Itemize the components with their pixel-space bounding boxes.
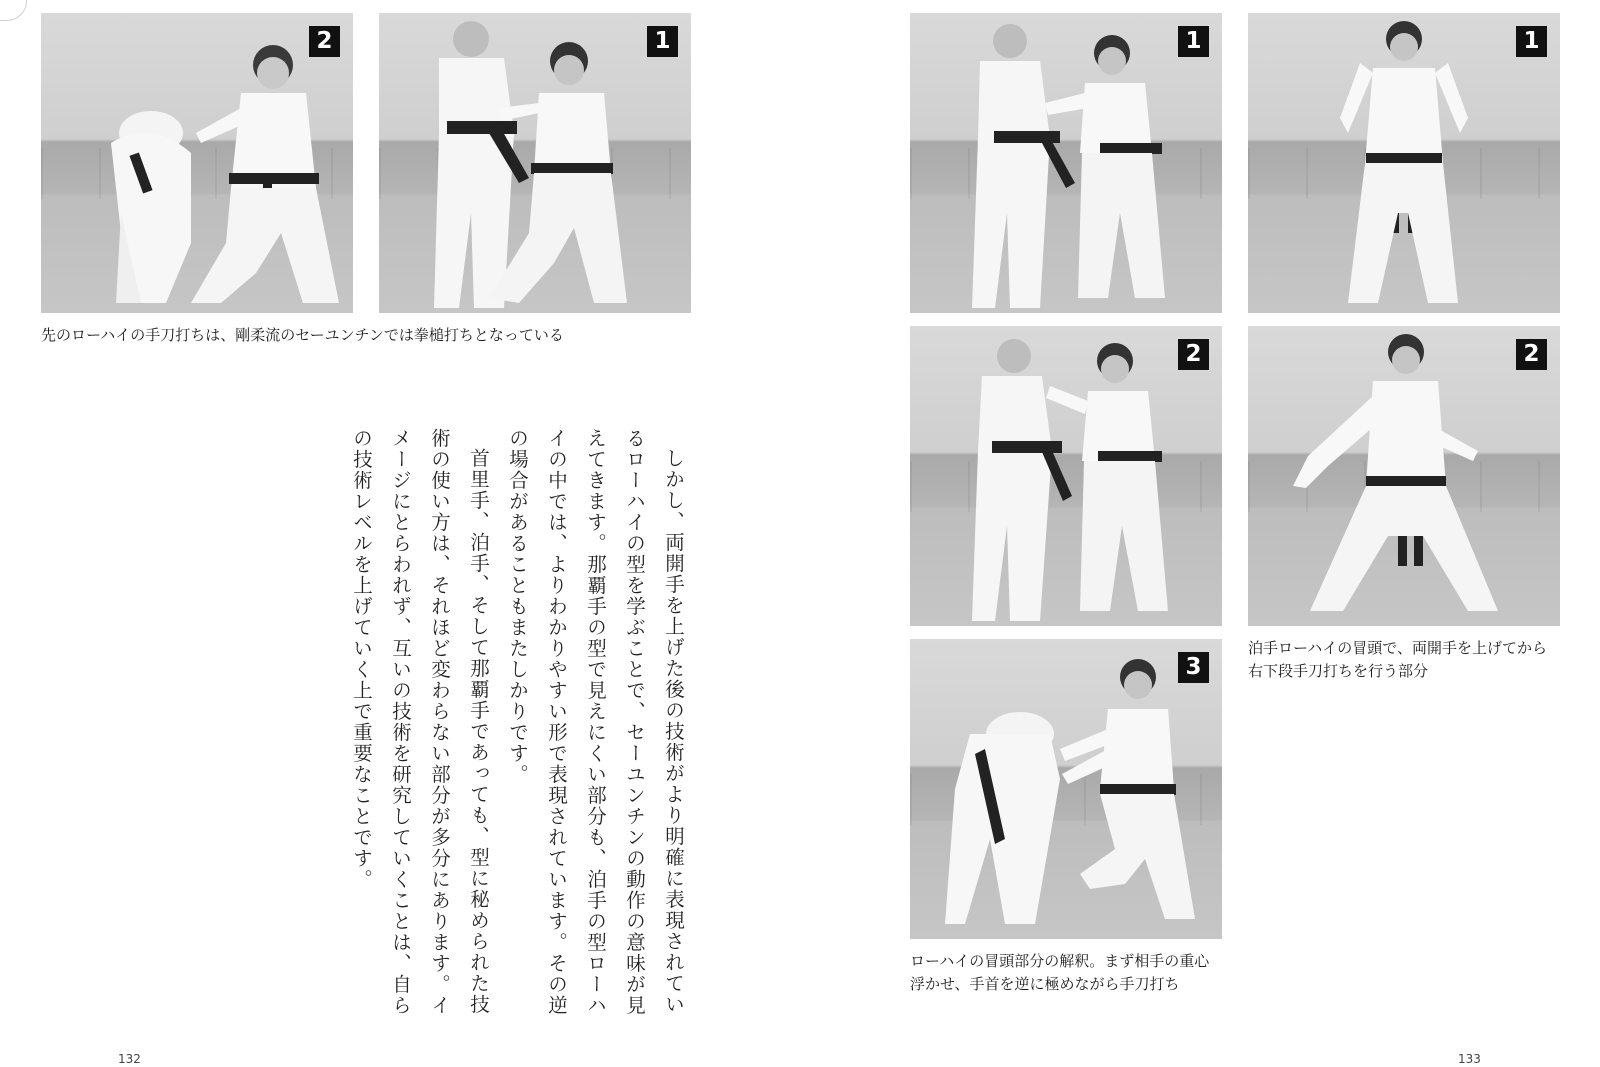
- photo-number-badge: 2: [1516, 339, 1547, 370]
- page-number-left: 132: [118, 1052, 141, 1066]
- body-paragraph: 首里手、泊手、そして那覇手であっても、型に秘められた技術の使い方は、それほど変わらない部分が多分にあります。イメージにとらわれず、互いの技術を研究していくことは、自らの技術レベルを上げていく上で重要なことです。: [350, 428, 490, 1016]
- photo-number-badge: 1: [647, 26, 678, 57]
- figures-wrist-lock: [910, 326, 1222, 626]
- figures-wrist-grab: [379, 13, 691, 313]
- photo-number-badge: 1: [1178, 26, 1209, 57]
- photo-right-b-1: [1248, 13, 1560, 313]
- caption-left-page: 先のローハイの手刀打ちは、剛柔流のセーユンチンでは拳槌打ちとなっている: [41, 326, 564, 344]
- figure-open-hands-raised: [1248, 13, 1560, 313]
- photo-right-a-1: [910, 13, 1222, 313]
- photo-number-badge: 2: [309, 26, 340, 57]
- photo-left-1: [379, 13, 691, 313]
- photo-number-badge: 1: [1516, 26, 1547, 57]
- figure-knife-hand-strike-stance: [1248, 326, 1560, 626]
- body-paragraph: しかし、両開手を上げた後の技術がより明確に表現されているローハイの型を学ぶことで、セーユンチンの動作の意味が見えてきます。那覇手の型で見えにくい部分も、泊手の型ローハイの中では、よりわかりやすい形で表現されています。その逆の場合があることもまたしかりです。: [506, 428, 685, 1016]
- page-number-right: 133: [1458, 1052, 1481, 1066]
- photo-right-a-3: [910, 639, 1222, 939]
- vertical-body-text: [338, 428, 693, 1028]
- photo-number-badge: 3: [1178, 652, 1209, 683]
- figures-bow-and-strike: [41, 13, 353, 313]
- photo-right-b-2: [1248, 326, 1560, 626]
- caption-right-page-right-column: 泊手ローハイの冒頭で、両開手を上げてから 右下段手刀打ちを行う部分: [1248, 639, 1547, 680]
- photo-number-badge: 2: [1178, 339, 1209, 370]
- photo-right-a-2: [910, 326, 1222, 626]
- corner-registration-mark: [0, 0, 27, 21]
- photo-left-2: [41, 13, 353, 313]
- caption-right-page-left-column: ローハイの冒頭部分の解釈。まず相手の重心 浮かせ、手首を逆に極めながら手刀打ち: [910, 952, 1210, 993]
- figures-bow-and-strike: [910, 639, 1222, 939]
- figures-wrist-grab: [910, 13, 1222, 313]
